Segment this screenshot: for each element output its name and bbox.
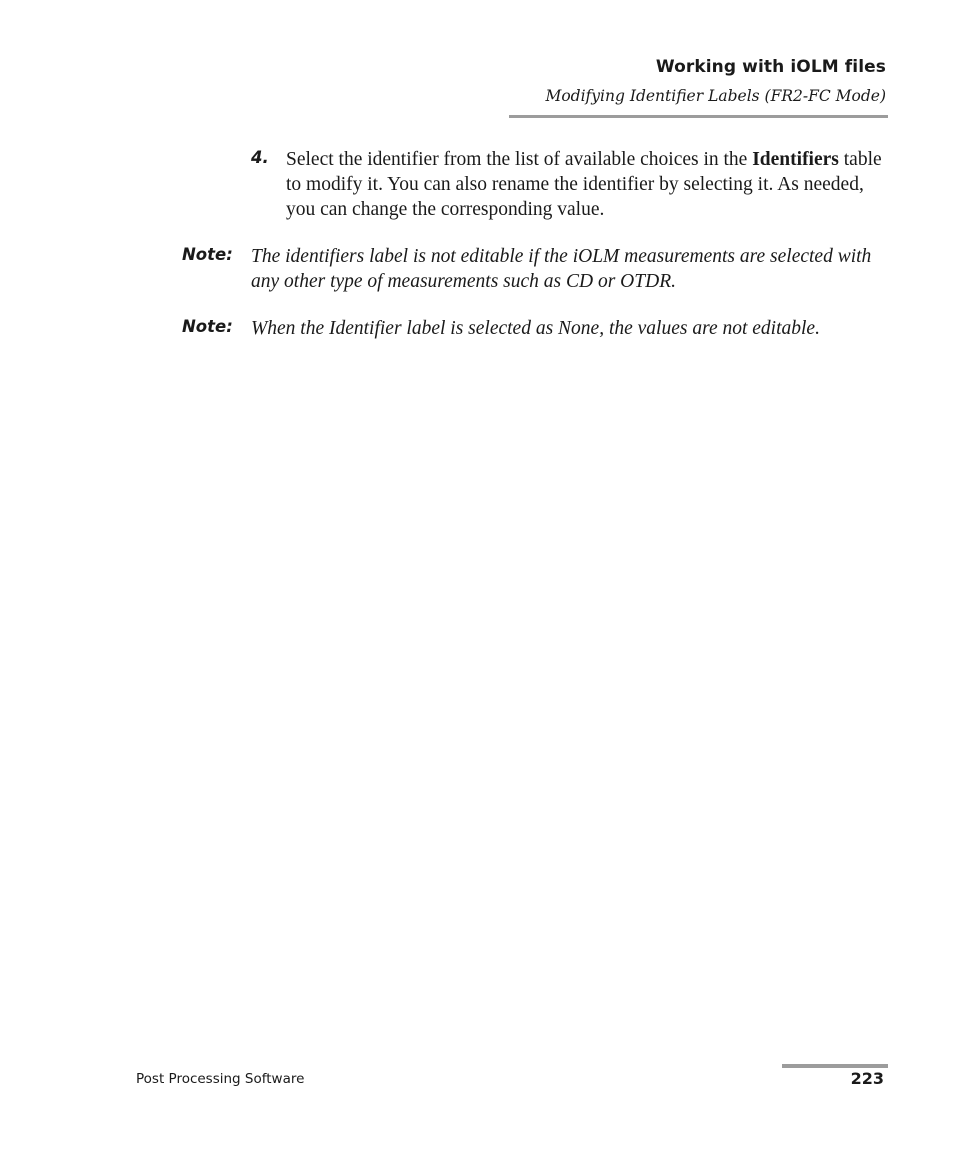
footer-product-name: Post Processing Software: [136, 1071, 305, 1087]
step-text-part: Select the identifier from the list of available choices in the: [286, 149, 753, 170]
note-label: Note:: [182, 317, 233, 336]
step-text-part: table to modify it. You can also rename the identifier by selecting it. As needed, you can change the corresponding value.: [286, 149, 882, 220]
step-text: [286, 147, 891, 222]
header-divider: [509, 115, 888, 118]
running-header-title: Working with iOLM files: [655, 57, 886, 77]
running-header-subtitle: Modifying Identifier Labels (FR2-FC Mode): [545, 87, 886, 105]
note-text: When the Identifier label is selected as None, the values are not editable.: [251, 318, 820, 339]
note-label: Note:: [182, 245, 233, 264]
note-text: The identifiers label is not editable if the iOLM measurements are selected with any other type of measurements such as CD or OTDR.: [251, 246, 872, 292]
step-text-emphasis: Identifiers: [752, 149, 839, 170]
footer-divider: [782, 1064, 888, 1068]
page-number: 223: [850, 1069, 884, 1088]
step-number: 4.: [251, 148, 269, 167]
